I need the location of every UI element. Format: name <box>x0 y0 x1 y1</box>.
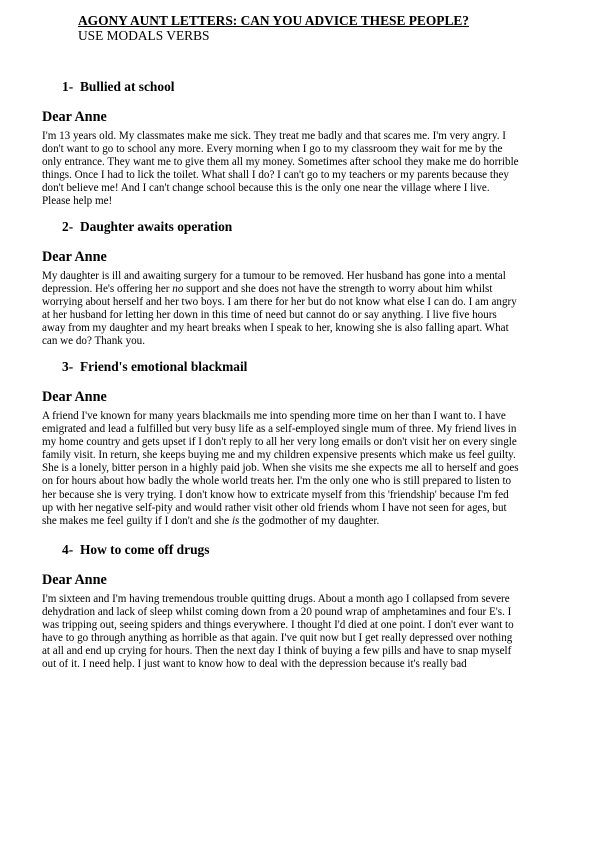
letter-line: at her husband for letting her down in this time of need but cannot do or say anything. I live five hours <box>42 309 497 322</box>
emphasis-word: no <box>172 283 184 296</box>
salutation: Dear Anne <box>42 109 107 125</box>
letter-line <box>42 283 564 296</box>
letter-line: My daughter is ill and awaiting surgery for a tumour to be removed. Her husband has gone into a mental <box>42 270 506 282</box>
emphasis-word: is <box>231 514 240 527</box>
section-number: 1- <box>62 79 74 94</box>
letter-line: don't believe me! And I can't change school because this is the only one near the village where I live. <box>42 182 490 195</box>
section-heading-daughter <box>62 219 232 235</box>
letter-text: she makes me feel guilty if I don't and she <box>42 514 232 527</box>
section-heading-drugs <box>62 542 209 558</box>
letter-text: the godmother of my daughter. <box>239 514 380 527</box>
letter-line: worrying about herself and her two boys. I am there for her but do not know what else I can do. I am angry <box>42 296 517 309</box>
letter-line: have to go through anything as horrible as that again. I've quit now but I get really depressed over nothing <box>42 632 513 645</box>
letter-body <box>42 270 564 349</box>
letter-line: I'm 13 years old. My classmates make me sick. They treat me badly and that scares me. I'm very angry. I <box>42 130 506 142</box>
letter-text: support and she does not have the strength to worry about him whilst <box>183 283 493 296</box>
letter-line: only entrance. They want me to give them all my money. Sometimes after school they make me do horrible <box>42 156 519 169</box>
letter-line: dehydration and lack of sleep whilst coming down from a 20 pound wrap of amphetamines and four E's. I <box>42 606 512 619</box>
letter-line: up with her negative self-pity and would rather visit other old friends whom I have not seen for ages, but <box>42 501 507 514</box>
section-number: 4- <box>62 542 74 557</box>
letter-line <box>42 515 564 528</box>
section-title: Friend's emotional blackmail <box>80 359 248 374</box>
letter-line: my home country and gets upset if I don't reply to all her very long emails or don't visit her on every single <box>42 436 517 449</box>
letter-line: I'm sixteen and I'm having tremendous trouble quitting drugs. About a month ago I collapsed from severe <box>42 593 510 605</box>
section-title: Bullied at school <box>80 79 175 94</box>
salutation: Dear Anne <box>42 249 107 265</box>
letter-body <box>42 410 564 528</box>
letter-line: her because she is very trying. I don't know how to extricate myself from this 'friendship' because I'm fed <box>42 488 509 501</box>
letter-line: at all and end up crying for hours. Then the next day I think of buying a few pills and have to snap myself <box>42 645 512 658</box>
section-number: 3- <box>62 359 74 374</box>
letter-line: emigrated and lead a fulfilled but very busy life as a self-employed single mum of three. My friend lives in <box>42 423 517 436</box>
letter-line: away from my daughter and my heart breaks when I speak to her, knowing she is also falling apart. What <box>42 322 509 335</box>
letter-line: things. Once I had to lick the toilet. What shall I do? I can't go to my teachers or my parents because they <box>42 169 509 182</box>
letter-line: can we do? Thank you. <box>42 335 145 348</box>
letter-line: on for hours about how badly the whole world treats her. I'm the only one who is still prepared to listen to <box>42 475 512 488</box>
letter-line: Please help me! <box>42 195 113 208</box>
letter-line: was tripping out, seeing spiders and things everywhere. I thought I'd died at one point. I don't ever want to <box>42 619 514 632</box>
letter-text: depression. He's offering her <box>42 283 173 296</box>
section-title: How to come off drugs <box>80 542 210 557</box>
letter-line: don't want to go to school any more. Every morning when I go to my classroom they wait for me by the <box>42 143 503 156</box>
section-heading-blackmail <box>62 359 247 375</box>
letter-line: She is a lonely, bitter person in a highly paid job. When she visits me she expects me all to herself and goes <box>42 462 519 475</box>
page-subtitle: USE MODALS VERBS <box>78 28 210 43</box>
letter-line: out of it. I need help. I just want to know how to deal with the depression because it's really bad <box>42 658 467 671</box>
section-heading-bullied <box>62 79 175 95</box>
letter-body <box>42 130 564 209</box>
page-title: AGONY AUNT LETTERS: CAN YOU ADVICE THESE PEOPLE? <box>78 13 470 28</box>
salutation: Dear Anne <box>42 572 107 588</box>
letter-line: family visit. In return, she keeps buying me and my children expensive presents which make us feel guilty. <box>42 449 516 462</box>
section-title: Daughter awaits operation <box>80 219 233 234</box>
salutation: Dear Anne <box>42 389 107 405</box>
letter-body <box>42 593 564 672</box>
section-number: 2- <box>62 219 74 234</box>
letter-line: A friend I've known for many years blackmails me into spending more time on her than I want to. I have <box>42 410 506 422</box>
